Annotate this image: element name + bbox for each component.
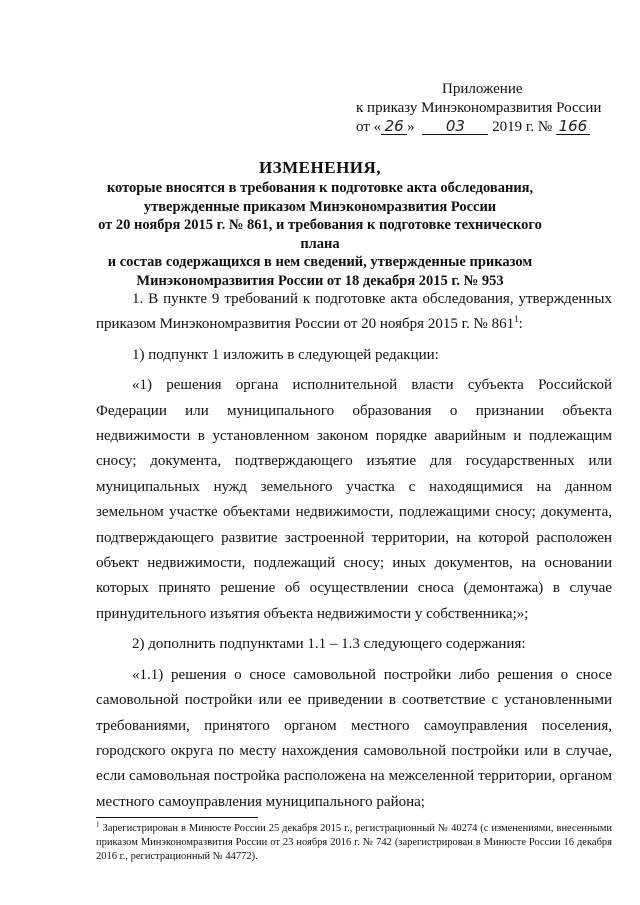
date-quote-close: » [407,119,415,135]
footnote-reference: 1 [514,314,519,325]
title-line-1: которые вносятся в требования к подготовке акта обследования, [106,180,534,196]
footnote [96,822,612,864]
paragraph-5: «1.1) решения о сносе самовольной постройки либо решения о сносе самовольной постройки или ее приведении в соответствие с установленными требованиями, принятого органом местного самоуправления поселения, городского округа по месту нахождения самовольной постройки или в случае, если самовольная постройка расположена на межселенной территории, органом местного самоуправления муниципального района; [96,666,612,810]
paragraph-1 [96,287,612,338]
date-prefix: от « [356,119,382,135]
order-date-line [356,118,616,137]
appendix-header [356,80,616,137]
year-and-number-label: 2019 г. № [492,119,553,135]
paragraph-3: «1) решения органа исполнительной власти субъекта Российской Федерации или муниципального образования о признании объекта недвижимости в установленном законом порядке аварийным и подлежащим сносу; документа, подтверждающего изъятие для государственных или муниципальных нужд земельного участка с находящимися на данном земельном участке объектами недвижимости, подлежащими сносу; документа, подтверждающего развитие застроенной территории, на которой расположен объект недвижимости, подлежащий сносу; иных документов, на основании которых принято решение об осуществлении сноса (демонтажа) в случае принудительного изъятия объекта недвижимости у собственника;»; [96,377,612,622]
handwritten-day: 26 [381,118,407,135]
title-heading: ИЗМЕНЕНИЯ, [258,158,382,177]
document-body [96,287,612,815]
paragraph-1-text: 1. В пункте 9 требований к подготовке акта обследования, утвержденных приказом Минэкономразвития России от 20 ноября 2015 г. № 861 [96,291,612,333]
title-line-5: Минэкономразвития России от 18 декабря 2015 г. № 953 [136,272,504,289]
title-line-2: утвержденные приказом Минэкономразвития России [143,198,497,215]
footnote-mark: 1 [96,820,100,829]
paragraph-2: 1) подпункт 1 изложить в следующей редакции: [132,346,439,363]
order-reference: к приказу Минэкономразвития России [356,100,602,116]
paragraph-1-tail: : [518,316,523,333]
footnote-divider [96,817,258,818]
handwritten-month: 03 [422,118,488,135]
appendix-label: Приложение [442,81,523,97]
paragraph-4: 2) дополнить подпунктами 1.1 – 1.3 следующего содержания: [132,636,526,653]
footnote-text: Зарегистрирован в Минюсте России 25 декабря 2015 г., регистрационный № 40274 (с изменениями, внесенными приказом Минэкономразвития России от 23 ноября 2016 г. № 742 (зарегистрирован в Минюсте России 16 декабря 2016 г., регистрационный № 44772). [96,823,612,862]
handwritten-order-number: 166 [556,118,590,135]
document-title [80,157,560,291]
title-line-3: от 20 ноября 2015 г. № 861, и требования к подготовке технического плана [98,217,542,252]
title-line-4: и состав содержащихся в нем сведений, утвержденные приказом [107,254,533,271]
